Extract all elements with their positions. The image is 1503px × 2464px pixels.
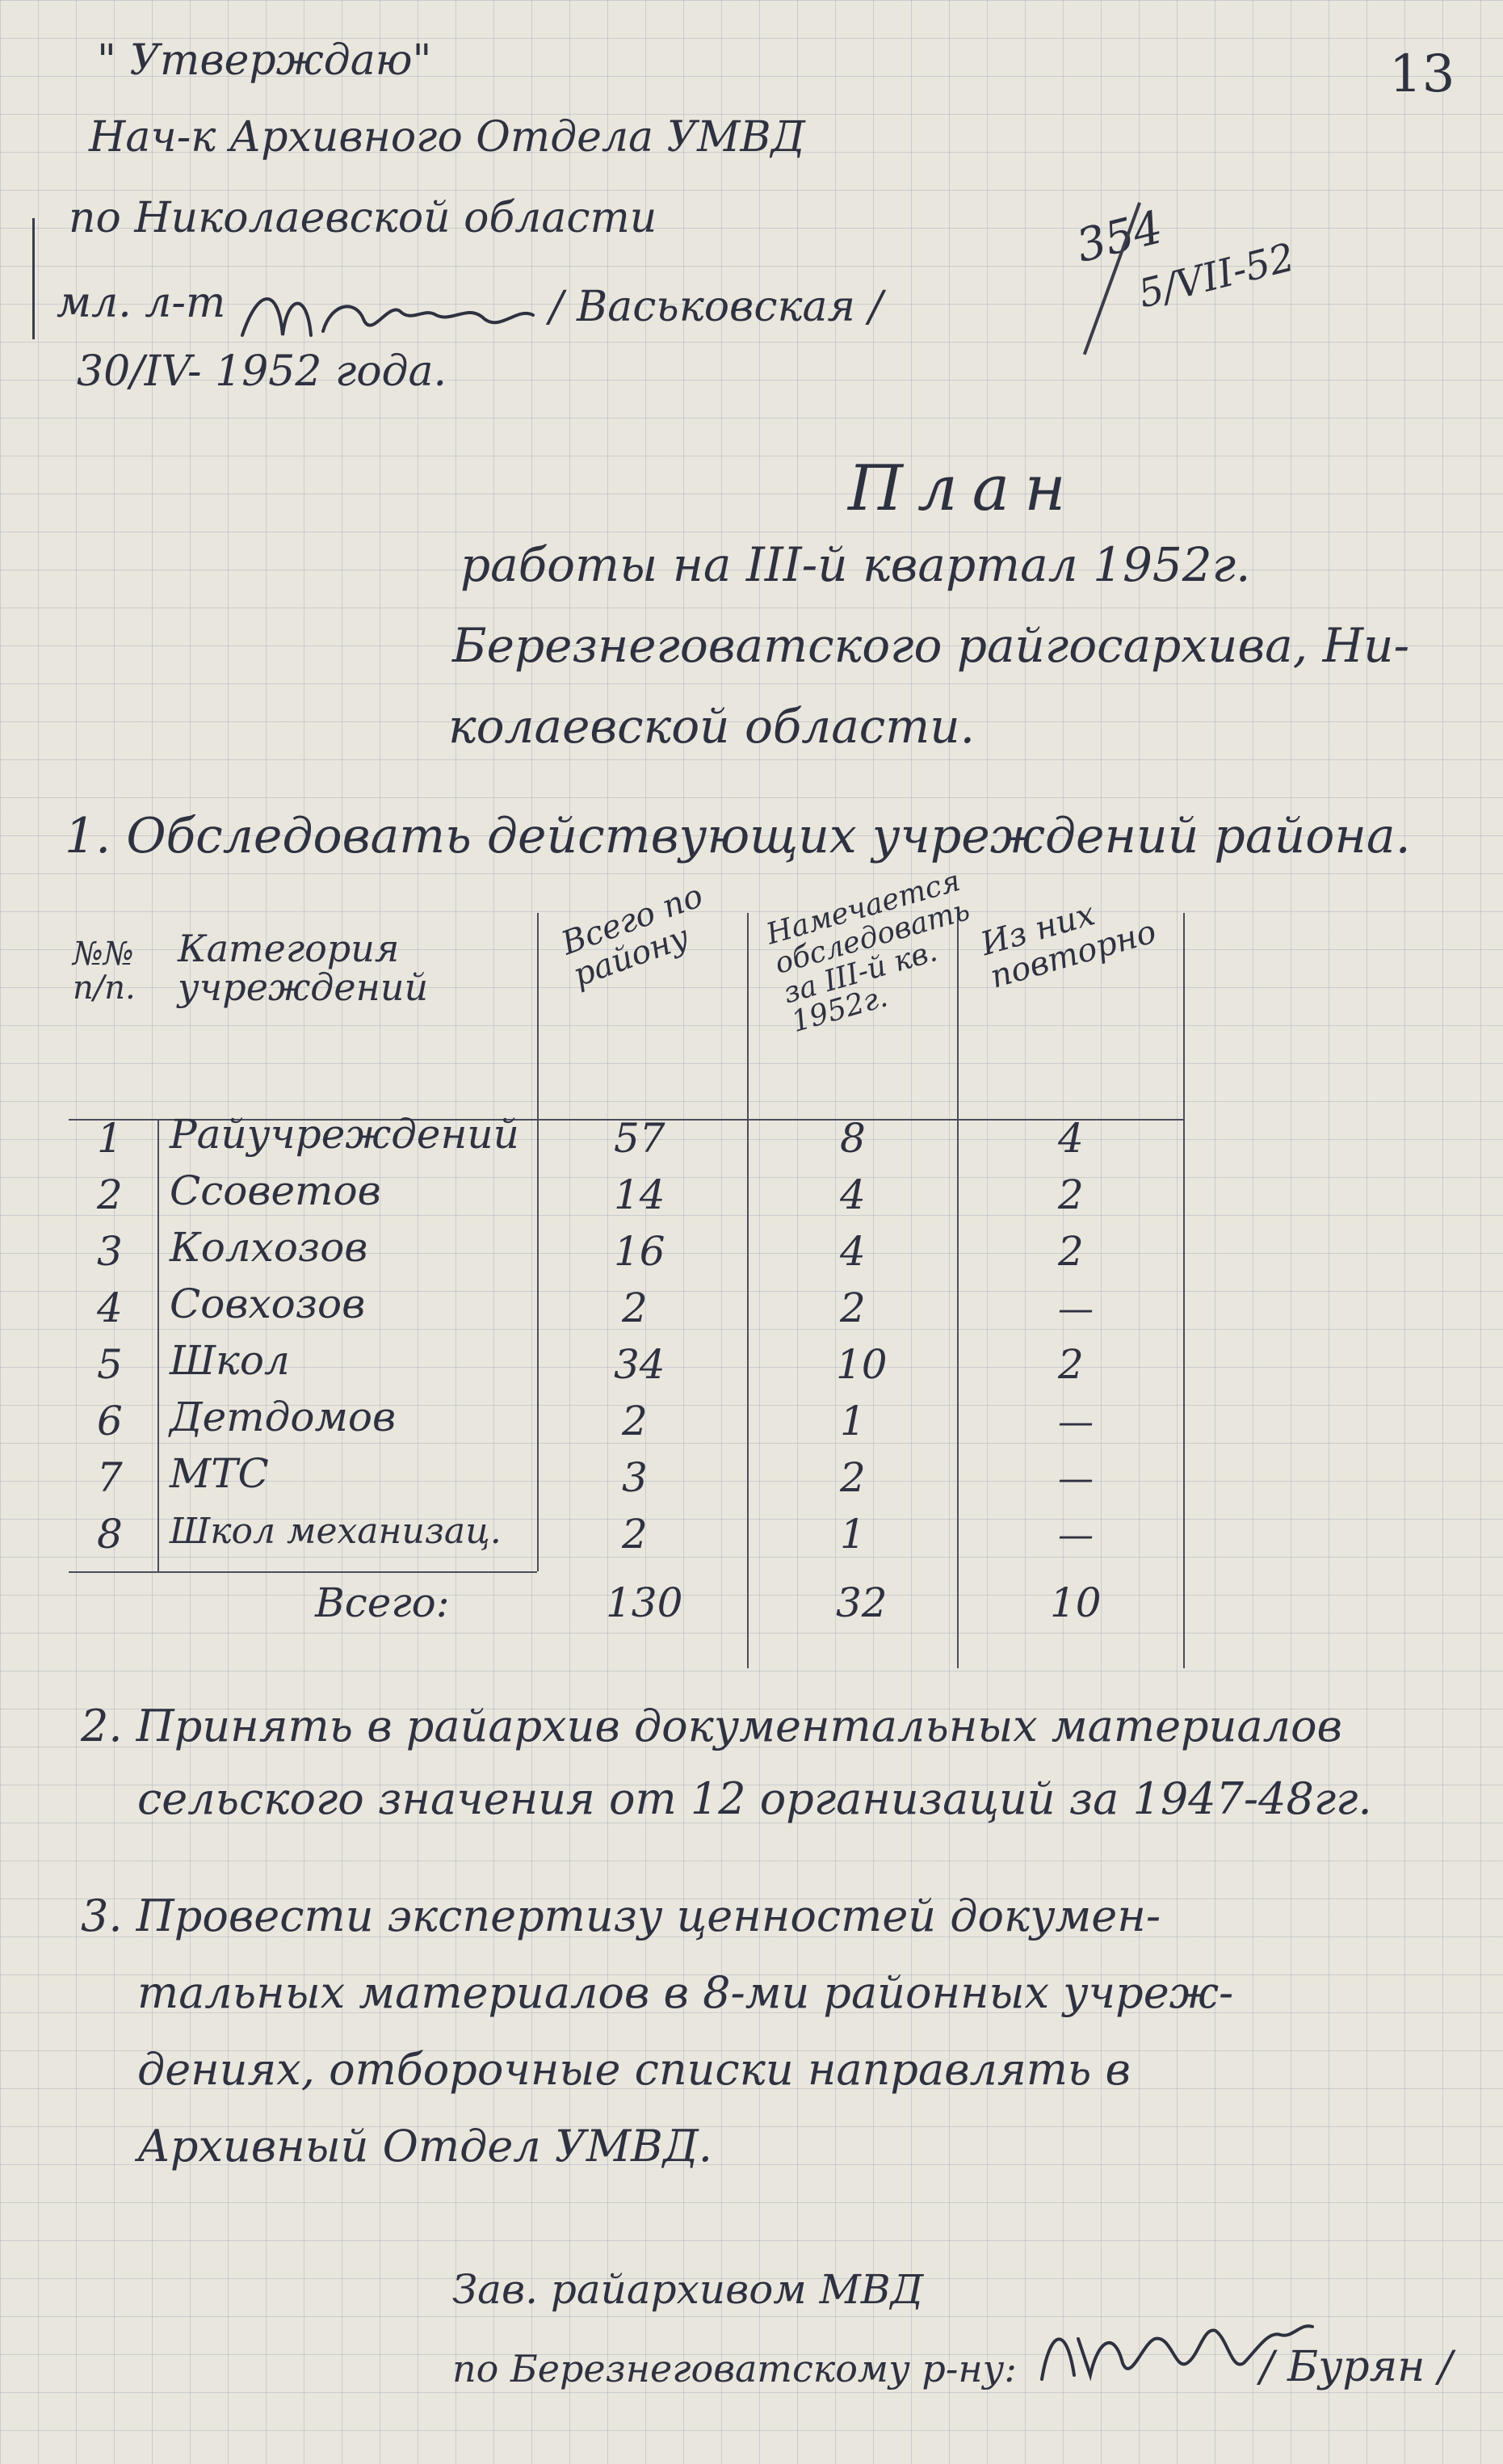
row-repeat: 2: [1058, 1341, 1084, 1388]
row-repeat: 4: [1058, 1115, 1084, 1162]
row-category: Школ механизац.: [170, 1511, 502, 1552]
row-repeat: —: [1058, 1458, 1094, 1499]
row-total: 2: [622, 1511, 648, 1558]
row-number: 6: [97, 1398, 123, 1444]
title-line-2: Березнеговатского райгосархива, Ни-: [452, 618, 1410, 673]
total-repeat: 10: [1050, 1579, 1102, 1626]
approval-position: Нач-к Архивного Отдела УМВД: [89, 113, 805, 162]
footer-name: / Бурян /: [1260, 2343, 1453, 2391]
total-total: 130: [606, 1579, 683, 1626]
approval-date: 30/IV- 1952 года.: [77, 347, 447, 396]
row-total: 14: [614, 1171, 665, 1218]
section-3-line-2: тальных материалов в 8-ми районных учреж-: [137, 1967, 1234, 2018]
row-category: Детдомов: [170, 1394, 397, 1440]
section-3-line-1: 3. Провести экспертизу ценностей докумен-: [81, 1890, 1161, 1941]
registration-mark: [1056, 144, 1299, 365]
row-repeat: —: [1058, 1515, 1094, 1556]
row-number: 5: [97, 1341, 123, 1388]
row-total: 3: [622, 1454, 648, 1501]
section-2-line-1: 2. Принять в райархив документальных материалов: [81, 1701, 1342, 1751]
row-total: 57: [614, 1115, 665, 1162]
row-number: 1: [97, 1115, 123, 1162]
header-number: №№ п/п.: [73, 936, 136, 1007]
title-line-1: работы на III-й квартал 1952г.: [460, 537, 1251, 592]
page-number: 13: [1389, 44, 1455, 104]
margin-bar: [32, 218, 35, 339]
approval-signature: [234, 271, 541, 360]
footer-district: по Березнеговатскому р-ну:: [452, 2347, 1017, 2390]
table-rule: [69, 1571, 537, 1573]
row-planned: 4: [840, 1171, 866, 1218]
row-total: 34: [614, 1341, 665, 1388]
row-planned: 8: [840, 1115, 866, 1162]
row-category: Школ: [170, 1337, 290, 1384]
row-repeat: 2: [1058, 1228, 1084, 1275]
row-planned: 1: [840, 1511, 866, 1558]
document-title: План: [848, 452, 1081, 525]
registration-number: 354: [1071, 201, 1168, 273]
header-category: Категория учреждений: [178, 927, 429, 1010]
table-divider: [157, 1119, 159, 1571]
row-repeat: 2: [1058, 1171, 1084, 1218]
registration-date: 5/VII-52: [1134, 234, 1299, 317]
table-divider: [747, 913, 749, 1668]
row-repeat: —: [1058, 1402, 1094, 1443]
row-repeat: —: [1058, 1289, 1094, 1330]
table-divider: [957, 913, 959, 1668]
row-total: 2: [622, 1285, 648, 1331]
approval-heading: " Утверждаю": [97, 36, 432, 85]
row-total: 16: [614, 1228, 665, 1275]
row-category: Колхозов: [170, 1224, 368, 1271]
total-planned: 32: [836, 1579, 888, 1626]
title-line-3: колаевской области.: [448, 699, 976, 754]
row-planned: 2: [840, 1454, 866, 1501]
row-planned: 10: [836, 1341, 888, 1388]
header-repeat: Из них повторно: [976, 895, 1161, 996]
row-number: 2: [97, 1171, 123, 1218]
row-number: 4: [97, 1285, 123, 1331]
row-category: МТС: [170, 1450, 269, 1497]
row-planned: 2: [840, 1285, 866, 1331]
total-label: Всего:: [315, 1579, 450, 1626]
row-category: Ссоветов: [170, 1167, 381, 1214]
row-planned: 1: [840, 1398, 866, 1444]
header-total: Всего по району: [556, 877, 708, 994]
row-total: 2: [622, 1398, 648, 1444]
row-category: Райучреждений: [170, 1111, 519, 1158]
footer-position: Зав. райархивом МВД: [452, 2266, 924, 2313]
section-3-line-4: Архивный Отдел УМВД.: [137, 2121, 712, 2172]
section-2-line-2: сельского значения от 12 организаций за 1947-48гг.: [137, 1773, 1372, 1824]
row-number: 7: [97, 1454, 123, 1501]
approval-rank: мл. л-т: [57, 279, 226, 327]
section-1-heading: 1. Обследовать действующих учреждений района.: [65, 808, 1411, 864]
table-divider: [1183, 913, 1185, 1668]
section-3-line-3: дениях, отборочные списки направлять в: [137, 2044, 1131, 2095]
row-number: 3: [97, 1228, 123, 1275]
header-planned: Намечается обследовать за III-й кв. 1952г.: [762, 864, 974, 1040]
row-category: Совхозов: [170, 1280, 366, 1327]
approval-region: по Николаевской области: [69, 194, 657, 242]
row-number: 8: [97, 1511, 123, 1558]
approval-name: / Васьковская /: [549, 283, 883, 331]
row-planned: 4: [840, 1228, 866, 1275]
table-divider: [537, 913, 539, 1571]
